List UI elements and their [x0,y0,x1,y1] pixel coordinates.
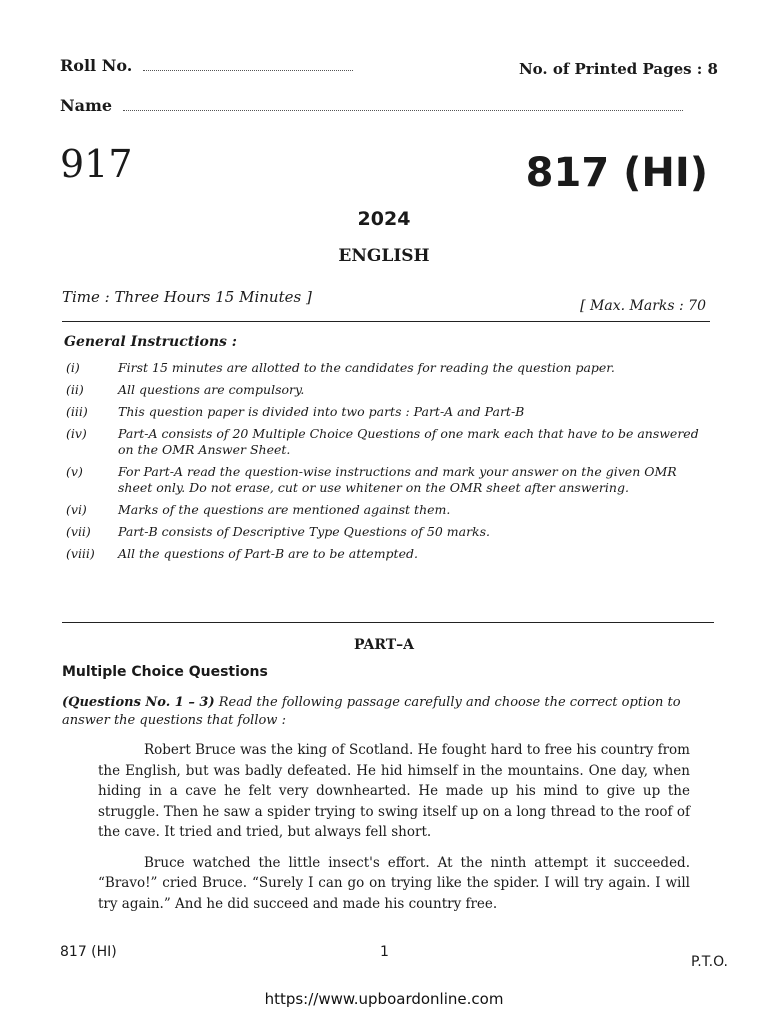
printed-pages: No. of Printed Pages : 8 [518,60,718,78]
page-number: 1 [380,944,389,960]
question-range: (Questions No. 1 – 3) [62,695,215,710]
instruction-number: (i) [66,360,80,375]
question-instruction [62,694,688,730]
instruction-item [62,464,712,496]
divider-part-a [62,622,714,623]
instruction-number: (v) [66,464,83,479]
source-url[interactable]: https://www.upboardonline.com [264,990,504,1008]
instructions-heading: General Instructions : [64,334,237,350]
instruction-text: Marks of the questions are mentioned against them. [118,502,451,517]
name-row [60,96,683,115]
instruction-text: All the questions of Part-B are to be attempted. [118,546,418,561]
instruction-text: All questions are compulsory. [118,382,305,397]
instruction-item [62,404,712,420]
paper-code-left: 917 [60,142,133,186]
time-allowed: Time : Three Hours 15 Minutes ] [62,288,312,306]
instruction-text: For Part-A read the question-wise instructions and mark your answer on the given OMR sheet only. Do not erase, cut or use whitener on the OMR sheet after answering. [118,464,677,495]
divider-top [62,321,710,322]
max-marks: [ Max. Marks : 70 [580,298,706,314]
name-blank [123,98,683,111]
section-heading: Multiple Choice Questions [62,664,268,680]
roll-number-label: Roll No. [60,56,133,75]
instruction-number: (vi) [66,502,87,517]
instruction-text: This question paper is divided into two parts : Part-A and Part-B [118,404,525,419]
passage-paragraph: Robert Bruce was the king of Scotland. He fought hard to free his country from the English, but was badly defeated. He hid himself in the mountains. One day, when hiding in a cave he felt very downhearted. He made up his mind to give up the struggle. Then he saw a spider trying to swing itself up on a long thread to the roof of the cave. It tried and tried, but always fell short. [98,742,690,840]
instruction-number: (viii) [66,546,95,561]
question-instruction-text: Read the following passage carefully and choose the correct option to answer the questions that follow : [62,695,681,728]
roll-number-blank [143,58,353,71]
instruction-item [62,546,712,562]
instruction-item [62,502,712,518]
instruction-number: (ii) [66,382,84,397]
reading-passage [98,740,690,924]
name-label: Name [60,96,113,115]
instruction-number: (iv) [66,426,87,441]
instruction-text: First 15 minutes are allotted to the candidates for reading the question paper. [118,360,615,375]
instruction-item [62,382,712,398]
passage-paragraph: Bruce watched the little insect's effort. At the ninth attempt it succeeded. “Bravo!” cried Bruce. “Surely I can go on trying like the spider. I will try again. I will try again.” And he did succeed and made his country free. [98,854,690,912]
exam-year: 2024 [357,208,411,230]
instruction-text: Part-B consists of Descriptive Type Questions of 50 marks. [118,524,491,539]
instruction-text: Part-A consists of 20 Multiple Choice Questions of one mark each that have to be answered on the OMR Answer Sheet. [118,426,699,457]
instruction-number: (vii) [66,524,91,539]
footer-code: 817 (HI) [60,944,117,960]
instructions-list [62,360,712,568]
paper-code-right: 817 (HI) [525,150,708,196]
part-a-title: PART–A [353,637,415,653]
instruction-item [62,524,712,540]
instruction-item [62,426,712,458]
instruction-item [62,360,712,376]
instruction-number: (iii) [66,404,88,419]
pto-label: P.T.O. [691,954,728,970]
subject-title: ENGLISH [338,246,430,266]
